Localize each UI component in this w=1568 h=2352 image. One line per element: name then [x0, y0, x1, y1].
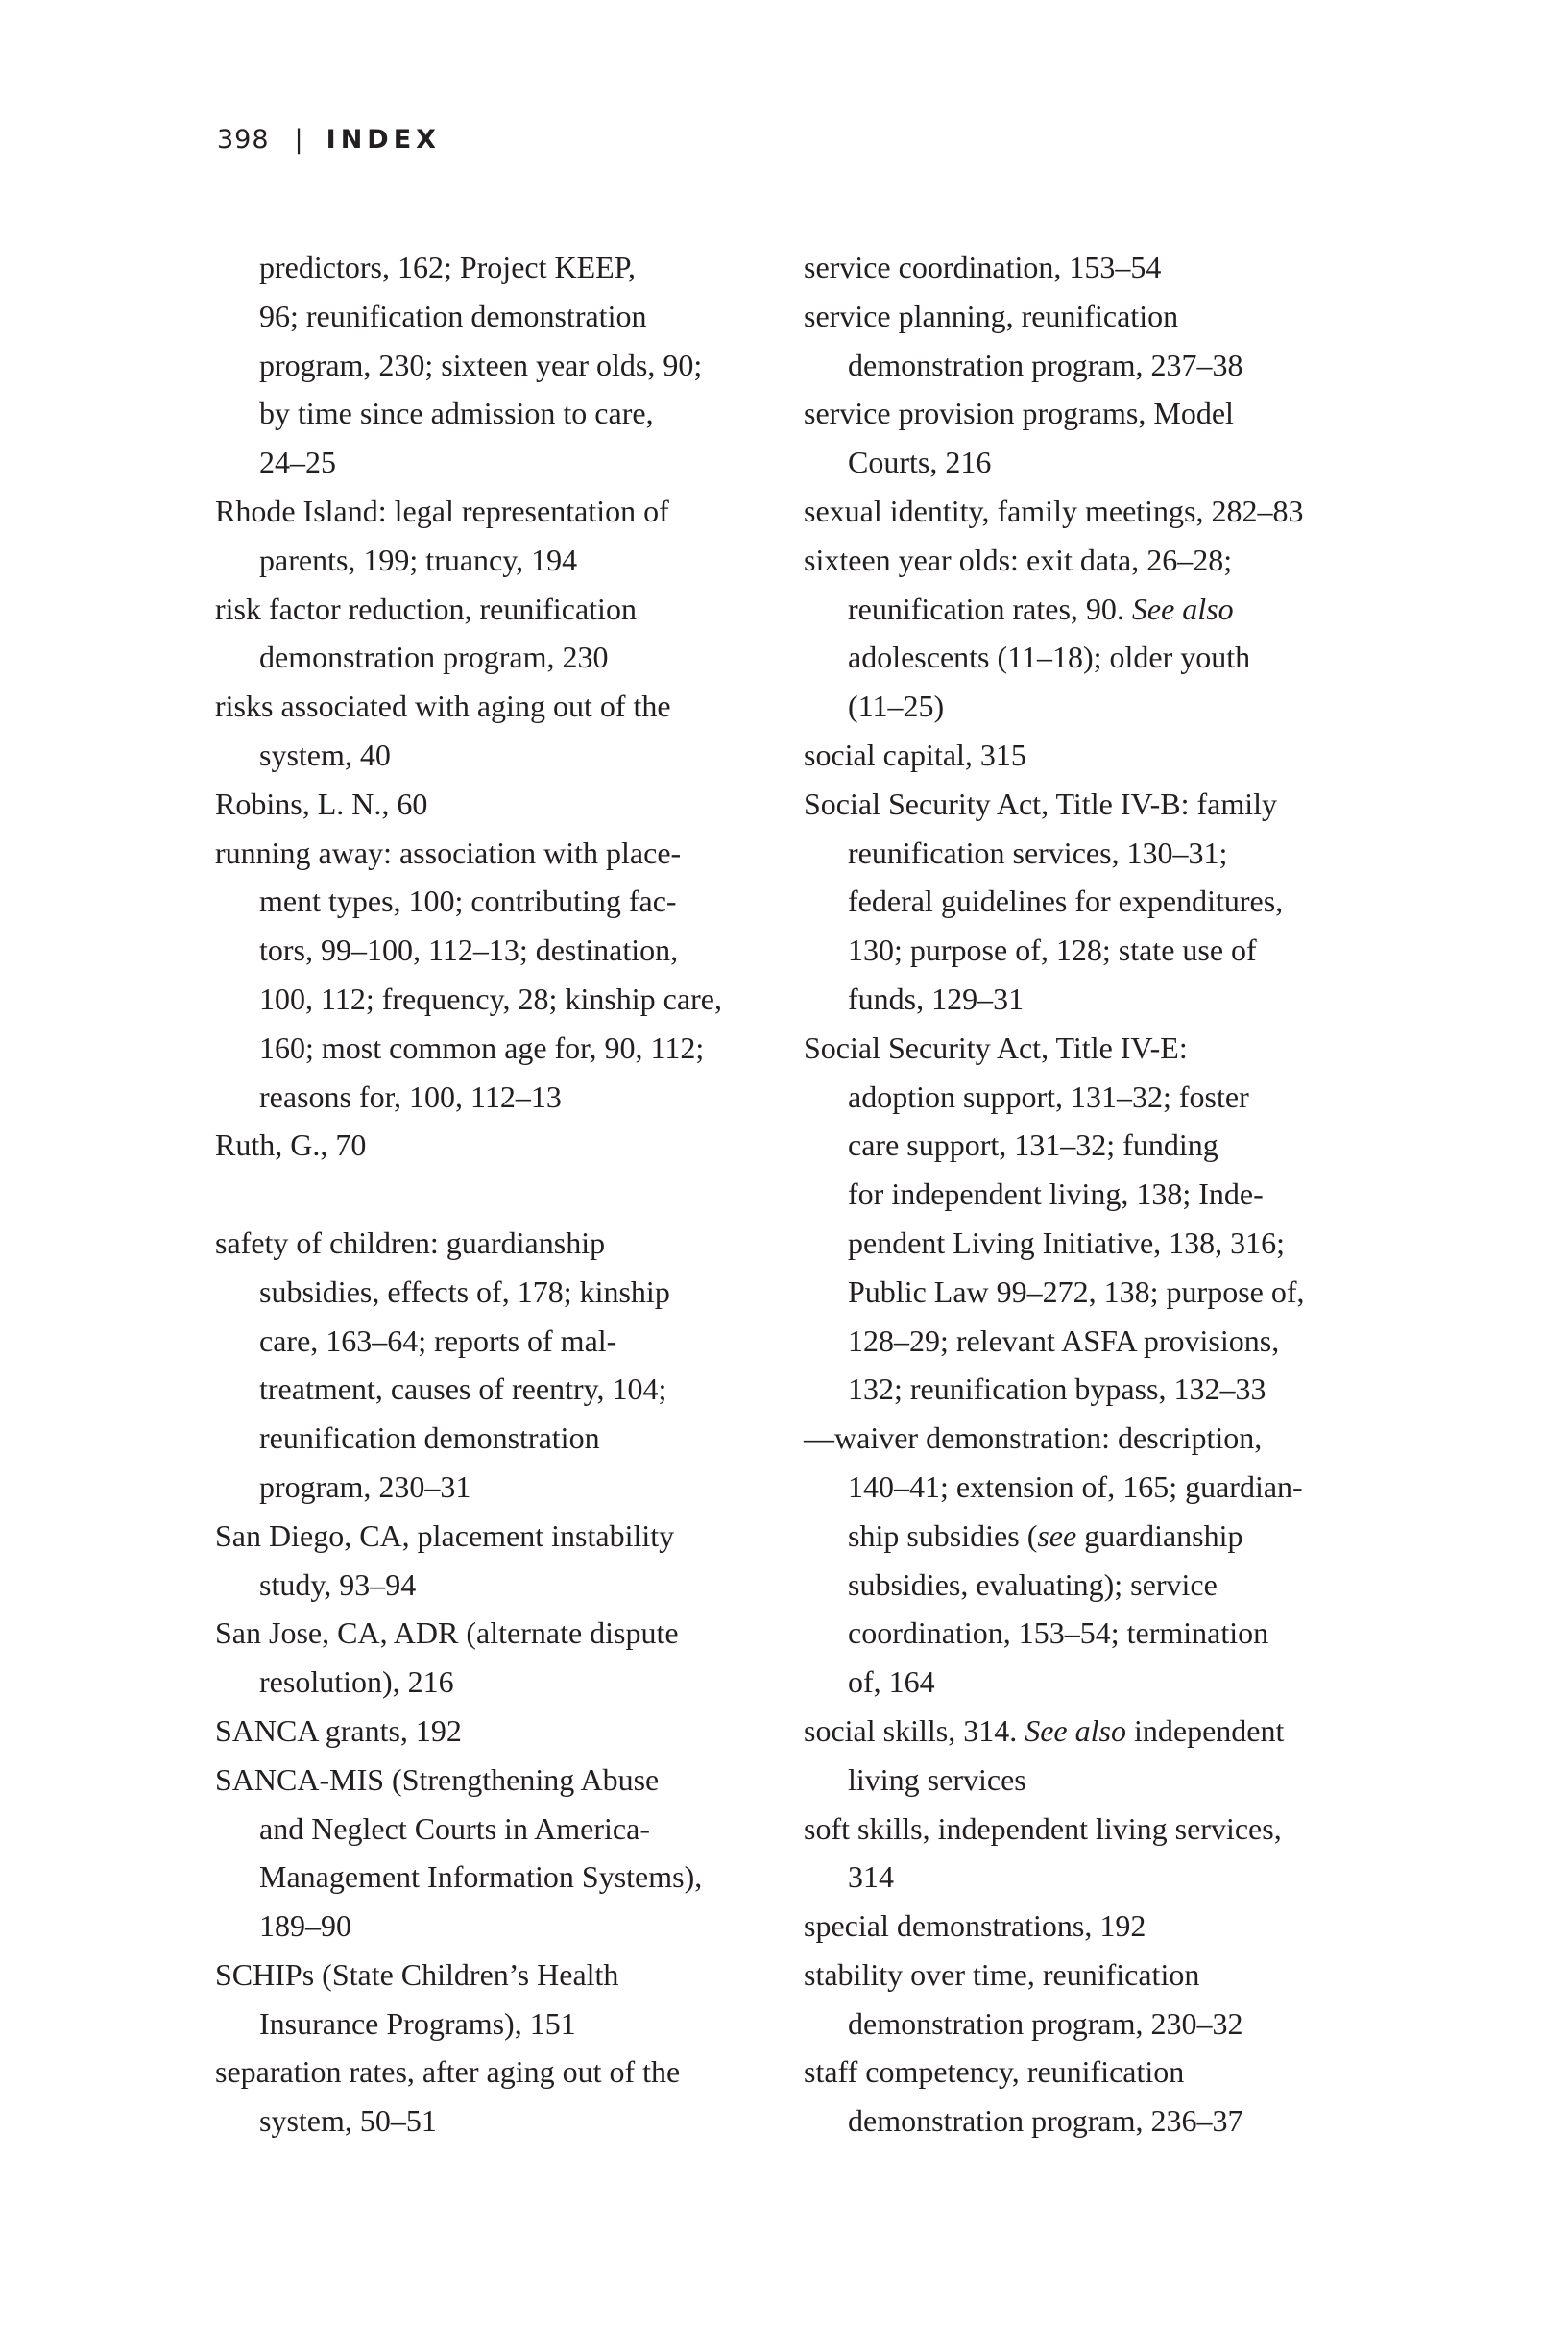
letter-group-gap: [215, 1170, 791, 1219]
index-entry-ruth: [215, 1121, 791, 1170]
entry-line: pendent Living Initiative, 138, 316;: [848, 1224, 1286, 1260]
entry-text: social skills, 314.: [804, 1712, 1025, 1748]
entry-line: and Neglect Courts in America-: [259, 1810, 650, 1846]
entry-line: service coordination, 153–54: [804, 250, 1162, 284]
entry-line: funds, 129–31: [848, 981, 1025, 1016]
entry-line: Ruth, G., 70: [215, 1128, 367, 1163]
index-entry-san-jose: [215, 1609, 791, 1707]
entry-line: Rhode Island: legal representation of: [215, 493, 669, 528]
entry-line: San Jose, CA, ADR (alternate dispute: [215, 1615, 679, 1651]
entry-line: program, 230–31: [259, 1468, 471, 1504]
entry-line: Social Security Act, Title IV-B: family: [804, 786, 1278, 821]
index-entry-risks-aging-out: [215, 682, 791, 780]
entry-line: resolution), 216: [259, 1664, 454, 1700]
entry-line: ment types, 100; contributing fac-: [259, 884, 677, 919]
index-entry-social-skills: [804, 1707, 1380, 1805]
index-entry-social-capital: [804, 731, 1380, 780]
entry-line: care support, 131–32; funding: [848, 1128, 1218, 1163]
index-entry-separation-rates: [215, 2048, 791, 2146]
entry-line: SCHIPs (State Children’s Health: [215, 1956, 619, 1992]
entry-line: SANCA-MIS (Strengthening Abuse: [215, 1761, 660, 1797]
entry-line: 128–29; relevant ASFA provisions,: [848, 1322, 1280, 1358]
index-entry-sanca-mis: [215, 1756, 791, 1951]
entry-line: for independent living, 138; Inde-: [848, 1176, 1264, 1212]
entry-line: San Diego, CA, placement instability: [215, 1517, 675, 1553]
index-entry-ssa-title-iv-b: [804, 780, 1380, 1024]
index-entry-special-demonstrations: [804, 1902, 1380, 1951]
entry-text: reunification rates, 90.: [848, 591, 1132, 626]
entry-line: reunification services, 130–31;: [848, 835, 1228, 870]
entry-line: demonstration program, 237–38: [848, 347, 1243, 382]
entry-line: 96; reunification demonstration: [259, 298, 647, 333]
index-entry-running-away: [215, 829, 791, 1122]
entry-line: Robins, L. N., 60: [215, 786, 428, 821]
entry-line: federal guidelines for expenditures,: [848, 884, 1284, 919]
entry-line: [804, 585, 1380, 634]
entry-line: demonstration program, 230–32: [848, 2005, 1243, 2041]
entry-line: predictors, 162; Project KEEP,: [259, 250, 636, 284]
entry-line: program, 230; sixteen year olds, 90;: [259, 347, 703, 382]
entry-line: 160; most common age for, 90, 112;: [259, 1030, 705, 1065]
entry-line: service planning, reunification: [804, 298, 1179, 333]
entry-line: demonstration program, 230: [259, 640, 609, 675]
entry-line: 24–25: [259, 445, 336, 480]
entry-line: staff competency, reunification: [804, 2054, 1185, 2090]
index-entry-soft-skills: [804, 1805, 1380, 1903]
entry-line: 189–90: [259, 1908, 351, 1944]
index-entry-sexual-identity: [804, 487, 1380, 536]
entry-line: adolescents (11–18); older youth: [848, 640, 1251, 675]
entry-line: subsidies, effects of, 178; kinship: [259, 1273, 670, 1309]
index-entry-safety-of-children: [215, 1219, 791, 1512]
entry-line: Courts, 216: [848, 445, 992, 480]
index-entry-service-coordination: [804, 243, 1380, 292]
entry-line: parents, 199; truancy, 194: [259, 542, 578, 577]
entry-line: separation rates, after aging out of the: [215, 2054, 681, 2090]
entry-line: 132; reunification bypass, 132–33: [848, 1371, 1266, 1407]
entry-line: soft skills, independent living services,: [804, 1810, 1282, 1846]
entry-line: reasons for, 100, 112–13: [259, 1079, 562, 1114]
entry-line: risks associated with aging out of the: [215, 689, 671, 724]
entry-line: running away: association with place-: [215, 835, 682, 870]
index-entry-rhode-island: [215, 487, 791, 585]
entry-line: demonstration program, 236–37: [848, 2103, 1243, 2139]
header-separator: |: [294, 125, 303, 155]
entry-line: (11–25): [848, 689, 945, 724]
entry-line: stability over time, reunification: [804, 1956, 1200, 1992]
entry-text: guardianship: [1076, 1517, 1243, 1553]
index-entry-sixteen-year-olds: [804, 536, 1380, 731]
index-column-left: [215, 243, 791, 2146]
entry-line: care, 163–64; reports of mal-: [259, 1322, 617, 1358]
entry-line: safety of children: guardianship: [215, 1224, 606, 1260]
entry-line: risk factor reduction, reunification: [215, 591, 637, 626]
entry-line: treatment, causes of reentry, 104;: [259, 1371, 667, 1407]
section-title: INDEX: [326, 125, 441, 155]
entry-line: special demonstrations, 192: [804, 1908, 1146, 1944]
index-entry-schips: [215, 1951, 791, 2049]
entry-line: Social Security Act, Title IV-E:: [804, 1030, 1188, 1065]
entry-line: sexual identity, family meetings, 282–83: [804, 493, 1304, 528]
entry-line: 100, 112; frequency, 28; kinship care,: [259, 981, 722, 1016]
index-entry-predictors-continued: [215, 243, 791, 487]
entry-line: 130; purpose of, 128; state use of: [848, 933, 1257, 968]
entry-line: Management Information Systems),: [259, 1859, 703, 1895]
entry-line: [804, 1707, 1380, 1756]
entry-line: 314: [848, 1859, 894, 1895]
entry-line: [804, 1512, 1380, 1561]
entry-line: coordination, 153–54; termination: [848, 1615, 1269, 1651]
entry-line: social capital, 315: [804, 737, 1026, 772]
entry-line: of, 164: [848, 1664, 935, 1700]
entry-line: tors, 99–100, 112–13; destination,: [259, 933, 679, 968]
entry-text: independent: [1125, 1712, 1285, 1748]
see-also-label: See also: [1025, 1712, 1126, 1748]
entry-text: ship subsidies (: [848, 1517, 1038, 1553]
entry-line: study, 93–94: [259, 1566, 417, 1602]
index-entry-stability-over-time: [804, 1951, 1380, 2049]
page-number: 398: [217, 125, 270, 155]
index-entry-service-provision: [804, 389, 1380, 487]
entry-line: sixteen year olds: exit data, 26–28;: [804, 542, 1233, 577]
entry-line: service provision programs, Model: [804, 396, 1234, 431]
index-entry-ssa-title-iv-e: [804, 1024, 1380, 1414]
entry-line: Public Law 99–272, 138; purpose of,: [848, 1273, 1305, 1309]
entry-line: 140–41; extension of, 165; guardian-: [848, 1468, 1303, 1504]
index-column-right: [804, 243, 1380, 2146]
entry-line: reunification demonstration: [259, 1420, 600, 1456]
index-entry-robins: [215, 780, 791, 829]
see-also-label: See also: [1131, 591, 1234, 626]
entry-line: system, 40: [259, 737, 391, 772]
entry-line: subsidies, evaluating); service: [848, 1566, 1218, 1602]
entry-line: Insurance Programs), 151: [259, 2005, 576, 2041]
index-entry-service-planning: [804, 292, 1380, 390]
index-entry-sanca-grants: [215, 1707, 791, 1756]
entry-line: living services: [848, 1761, 1026, 1797]
running-head: [217, 123, 441, 158]
entry-line: adoption support, 131–32; foster: [848, 1079, 1249, 1114]
entry-line: —waiver demonstration: description,: [804, 1420, 1263, 1456]
entry-line: SANCA grants, 192: [215, 1712, 462, 1748]
see-label: see: [1037, 1517, 1077, 1553]
index-subentry-waiver-demonstration: [804, 1414, 1380, 1707]
index-entry-staff-competency: [804, 2048, 1380, 2146]
entry-line: by time since admission to care,: [259, 396, 654, 431]
index-entry-san-diego: [215, 1512, 791, 1610]
index-entry-risk-factor-reduction: [215, 585, 791, 683]
entry-line: system, 50–51: [259, 2103, 437, 2139]
